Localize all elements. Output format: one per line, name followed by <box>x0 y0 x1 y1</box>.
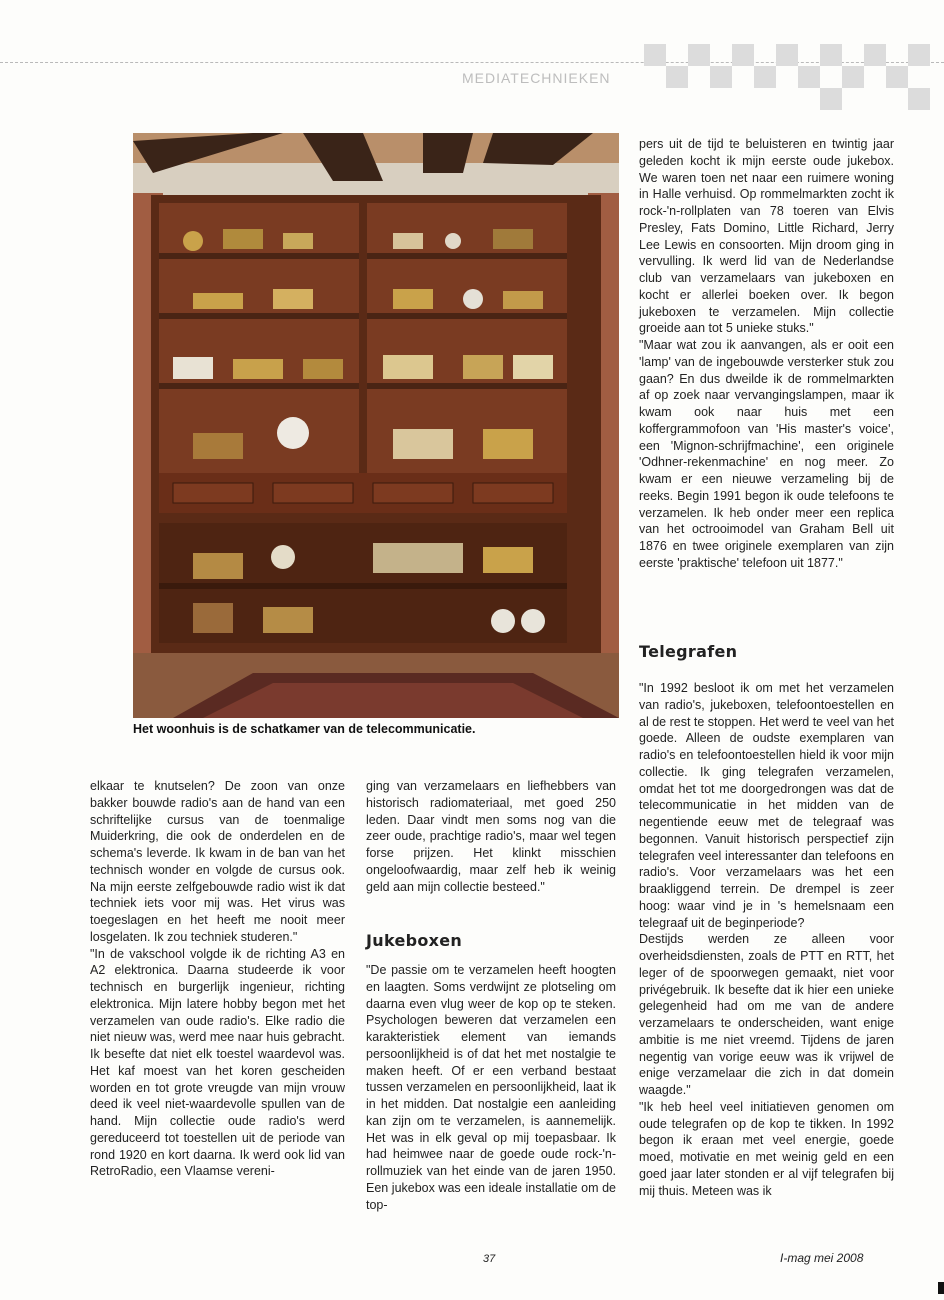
paragraph: ging van verzamelaars en liefhebbers van historisch radiomateriaal, met goed 250 leden. Daar vindt men soms nog van die zeer oude, prachtige radio's, maar wel tegen forse prijzen. Het klinkt misschien ongeloofwaardig, maar zelf heb ik weinig geld aan mijn collectie besteed." <box>366 779 616 894</box>
column-2-bottom <box>366 962 616 1213</box>
collection-cabinet-photo <box>133 133 619 718</box>
column-3-top <box>639 136 894 572</box>
paragraph: pers uit de tijd te beluisteren en twintig jaar geleden kocht ik mijn eerste oude jukebox. We waren toen net naar een ruimere woning in Halle verhuisd. Op rommelmarkten zocht ik rock-'n-rollplaten van 78 toeren van Elvis Presley, Fats Domino, Little Richard, Jerry Lee Lewis en consoorten. Mijn droom ging in vervulling. Ik werd lid van de Nederlandse club van verzamelaars van jukeboxen en kocht er allerlei boeken over. Ik begon jukeboxen te verzamelen. Mijn collectie groeide aan tot 5 unieke stuks." <box>639 137 894 336</box>
paragraph: elkaar te knutselen? De zoon van onze bakker bouwde radio's aan de hand van een schriftelijke cursus van de toenmalige Muiderkring, die ook de onderdelen en de schema's leverde. Ik kwam in de ban van het technisch wonder en volgde de cursus ook. Na mijn eerste zelfgebouwde radio wist ik dat techniek iets voor mij was. Het virus was toegeslagen en het heeft me nooit meer losgelaten. Ik zou techniek studeren." <box>90 779 345 944</box>
column-2-top <box>366 778 616 895</box>
page-number: 37 <box>483 1253 496 1265</box>
paragraph: "Maar wat zou ik aanvangen, als er ooit een 'lamp' van de ingebouwde versterker stuk zou gaan? En dus dweilde ik de rommelmarkten af op zoek naar vervangingslampen, maar ik kwam ook naar huis met een koffergrammofoon van 'His master's voice', een 'Mignon-schrijfmachine', een originele 'Odhner-rekenmachine' en nog meer. Zo kwam er een nieuwe verzameling bij de reeks. Begin 1991 begon ik oude telefoons te verzamelen. Ik heb onder meer een replica van het octrooimodel van Graham Bell uit 1876 en twee originele exemplaren van zijn eerste 'praktische' telefoon uit 1877." <box>639 338 894 570</box>
paragraph: "In de vakschool volgde ik de richting A3 en A2 elektronica. Daarna studeerde ik voor technisch en burgerlijk ingenieur, richting elektronica. Mijn latere hobby begon met het verzamelen van oude radio's. Elke radio die niet nieuw was, werd mee naar huis gebracht. Ik besefte dat niet elk toestel waardevol was. Het kaf moest van het koren gescheiden worden en tot grote vreugde van mijn vrouw deed ik veel niet-waardevolle spullen van de hand. Mijn collectie oude radio's werd gereduceerd tot toestellen uit de periode van rond 1920 en kort daarna. Ik werd ook lid van RetroRadio, een Vlaamse vereni- <box>90 946 345 1179</box>
column-1 <box>90 778 345 1180</box>
magazine-issue: I-mag mei 2008 <box>780 1251 864 1265</box>
paragraph: "In 1992 besloot ik om met het verzamelen van radio's, jukeboxen, telefoontoestellen en al de rest te stoppen. Het werd te veel van het goede. Alleen de oudste exemplaren van radio's en telefoontoestellen hield ik voor mijn collectie. Ik ging telegrafen verzamelen, omdat het tot me doorgedrongen was dat de telecommunicatie in het midden van de negentiende eeuw met de telegraaf was begonnen. Vanuit historisch perspectief zijn telegrafen veel interessanter dan telefoons en radio's. Voor verzamelaars was het een braakliggend terrein. De drempel is zeer hoog: waar vind je in 's hemelsnaam een telegraaf uit de beginperiode? <box>639 681 895 930</box>
photo-caption: Het woonhuis is de schatkamer van de telecommunicatie. <box>133 722 476 736</box>
section-heading-jukeboxen: Jukeboxen <box>366 931 463 950</box>
decorative-checker-pattern <box>640 40 944 112</box>
paragraph: Destijds werden ze alleen voor overheidsdiensten, zoals de PTT en RTT, het leger of de spoorwegen gemaakt, niet voor privégebruik. Ik besefte dat ik hier een unieke gelegenheid had om me van de andere verzamelaars te onderscheiden, want enige ambitie is me niet vreemd. Tijdens de jaren negentig van vorige eeuw was ik vrijwel de enige verzamelaar die zich in dat domein waagde." <box>639 932 894 1097</box>
edge-mark <box>938 1282 944 1294</box>
section-label: MEDIATECHNIEKEN <box>462 70 611 86</box>
paragraph: "De passie om te verzamelen heeft hoogten en laagten. Soms verdwijnt ze plotseling om daarna even vlug weer de kop op te steken. Psychologen beweren dat verzamelen een karakteristiek element van iemands persoonlijkheid is of dat het met nostalgie te maken heeft. Of er een verband bestaat tussen verzamelen en persoonlijkheid, laat ik in het midden. Dat nostalgie een aanleiding kan zijn om te verzamelen, is aannemelijk. Het was in elk geval op mij toepasbaar. Ik had heimwee naar de goede oude rock-'n-rollmuziek van het einde van de jaren 1950. Een jukebox was een ideale installatie om de top- <box>366 963 616 1212</box>
section-heading-telegrafen: Telegrafen <box>639 642 738 661</box>
paragraph: "Ik heb heel veel initiatieven genomen om oude telegrafen op de kop te tikken. In 1992 begon ik eraan met veel energie, goede moed, motivatie en met weinig geld en een goed jaar later stonden er al vijf telegrafen bij mij thuis. Meteen was ik <box>639 1099 894 1198</box>
column-3-bottom <box>639 680 894 1199</box>
